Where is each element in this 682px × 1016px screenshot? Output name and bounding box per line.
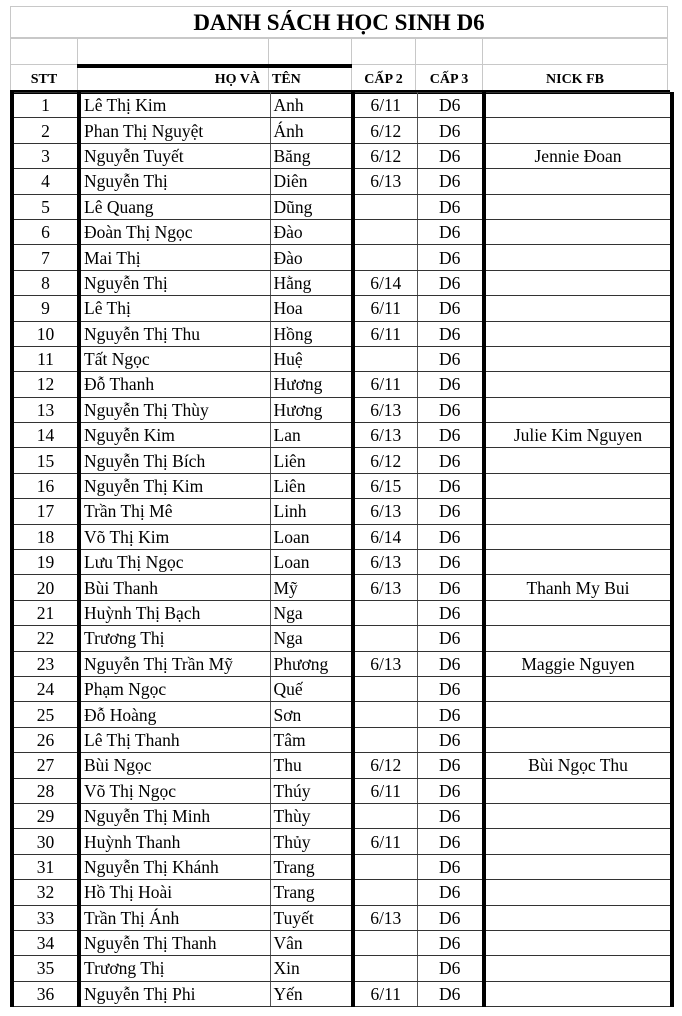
blank-cell[interactable] bbox=[268, 38, 352, 65]
blank-cell[interactable] bbox=[351, 38, 416, 65]
cell-cap3[interactable]: D6 bbox=[417, 626, 484, 651]
cell-stt[interactable]: 26 bbox=[12, 727, 79, 752]
cell-ho[interactable]: Nguyễn Kim bbox=[79, 423, 270, 448]
cell-ten[interactable]: Thu bbox=[270, 753, 353, 778]
cell-ho[interactable]: Lưu Thị Ngọc bbox=[79, 550, 270, 575]
cell-ten[interactable]: Ánh bbox=[270, 118, 353, 143]
cell-cap3[interactable]: D6 bbox=[417, 372, 484, 397]
table-row bbox=[12, 245, 672, 270]
cell-ten[interactable]: Hương bbox=[270, 397, 353, 422]
cell-ho[interactable]: Nguyễn Tuyết bbox=[79, 143, 270, 168]
cell-nick-fb[interactable] bbox=[484, 905, 672, 930]
cell-ten[interactable]: Phương bbox=[270, 651, 353, 676]
cell-ten[interactable]: Đào bbox=[270, 245, 353, 270]
cell-nick-fb[interactable] bbox=[484, 524, 672, 549]
cell-cap2[interactable]: 6/12 bbox=[353, 753, 417, 778]
cell-nick-fb[interactable] bbox=[484, 854, 672, 879]
cell-nick-fb[interactable] bbox=[484, 448, 672, 473]
cell-stt[interactable]: 33 bbox=[12, 905, 79, 930]
cell-stt[interactable]: 28 bbox=[12, 778, 79, 803]
cell-cap3[interactable]: D6 bbox=[417, 956, 484, 981]
cell-ten[interactable]: Liên bbox=[270, 448, 353, 473]
cell-nick-fb[interactable] bbox=[484, 981, 672, 1006]
cell-cap3[interactable]: D6 bbox=[417, 651, 484, 676]
cell-cap3[interactable]: D6 bbox=[417, 550, 484, 575]
cell-ten[interactable]: Tuyết bbox=[270, 905, 353, 930]
cell-cap3[interactable]: D6 bbox=[417, 270, 484, 295]
cell-nick-fb[interactable] bbox=[484, 956, 672, 981]
cell-stt[interactable]: 34 bbox=[12, 930, 79, 955]
cell-cap2[interactable]: 6/11 bbox=[353, 321, 417, 346]
blank-cell[interactable] bbox=[10, 38, 78, 65]
cell-cap2[interactable]: 6/13 bbox=[353, 499, 417, 524]
cell-ten[interactable]: Thùy bbox=[270, 803, 353, 828]
cell-ten[interactable]: Thủy bbox=[270, 829, 353, 854]
cell-ho[interactable]: Nguyễn Thị Kim bbox=[79, 473, 270, 498]
cell-ho[interactable]: Lê Thị Kim bbox=[79, 93, 270, 118]
cell-cap2[interactable]: 6/13 bbox=[353, 651, 417, 676]
cell-ho[interactable]: Phan Thị Nguyệt bbox=[79, 118, 270, 143]
cell-ten[interactable]: Dũng bbox=[270, 194, 353, 219]
cell-ho[interactable]: Nguyễn Thị Thu bbox=[79, 321, 270, 346]
table-row bbox=[12, 930, 672, 955]
cell-stt[interactable]: 16 bbox=[12, 473, 79, 498]
cell-ho[interactable]: Nguyễn Thị Trần Mỹ bbox=[79, 651, 270, 676]
cell-nick-fb[interactable] bbox=[484, 880, 672, 905]
cell-stt[interactable]: 36 bbox=[12, 981, 79, 1006]
table-row bbox=[12, 575, 672, 600]
cell-ho[interactable]: Nguyễn Thị Khánh bbox=[79, 854, 270, 879]
cell-nick-fb[interactable] bbox=[484, 296, 672, 321]
cell-stt[interactable]: 11 bbox=[12, 346, 79, 371]
cell-ho[interactable]: Nguyễn Thị Bích bbox=[79, 448, 270, 473]
cell-nick-fb[interactable] bbox=[484, 778, 672, 803]
cell-ho[interactable]: Nguyễn Thị Phi bbox=[79, 981, 270, 1006]
cell-stt[interactable]: 2 bbox=[12, 118, 79, 143]
cell-cap2[interactable]: 6/13 bbox=[353, 397, 417, 422]
cell-cap2[interactable] bbox=[353, 600, 417, 625]
cell-ten[interactable]: Diên bbox=[270, 169, 353, 194]
table-row bbox=[12, 93, 672, 118]
cell-ho[interactable]: Nguyễn Thị bbox=[79, 270, 270, 295]
cell-nick-fb[interactable] bbox=[484, 626, 672, 651]
cell-stt[interactable]: 35 bbox=[12, 956, 79, 981]
cell-ho[interactable]: Bùi Thanh bbox=[79, 575, 270, 600]
header-cap2[interactable]: CẤP 2 bbox=[351, 64, 416, 93]
cell-ho[interactable]: Trần Thị Mê bbox=[79, 499, 270, 524]
cell-nick-fb[interactable] bbox=[484, 702, 672, 727]
cell-ten[interactable]: Hằng bbox=[270, 270, 353, 295]
cell-stt[interactable]: 9 bbox=[12, 296, 79, 321]
cell-cap2[interactable]: 6/12 bbox=[353, 118, 417, 143]
cell-cap3[interactable]: D6 bbox=[417, 143, 484, 168]
cell-ten[interactable]: Huệ bbox=[270, 346, 353, 371]
cell-stt[interactable]: 4 bbox=[12, 169, 79, 194]
cell-cap2[interactable] bbox=[353, 930, 417, 955]
table-row bbox=[12, 423, 672, 448]
table-row bbox=[12, 448, 672, 473]
cell-cap2[interactable]: 6/11 bbox=[353, 778, 417, 803]
header-thick-border bbox=[77, 64, 352, 68]
cell-cap2[interactable]: 6/13 bbox=[353, 169, 417, 194]
cell-cap2[interactable]: 6/13 bbox=[353, 423, 417, 448]
cell-cap2[interactable]: 6/11 bbox=[353, 93, 417, 118]
cell-cap3[interactable]: D6 bbox=[417, 346, 484, 371]
cell-ho[interactable]: Trương Thị bbox=[79, 956, 270, 981]
cell-cap3[interactable]: D6 bbox=[417, 93, 484, 118]
table-row bbox=[12, 753, 672, 778]
cell-nick-fb[interactable] bbox=[484, 930, 672, 955]
cell-cap3[interactable]: D6 bbox=[417, 930, 484, 955]
cell-stt[interactable]: 29 bbox=[12, 803, 79, 828]
table-row bbox=[12, 600, 672, 625]
table-row bbox=[12, 499, 672, 524]
table-row bbox=[12, 169, 672, 194]
table-row bbox=[12, 778, 672, 803]
cell-ten[interactable]: Thúy bbox=[270, 778, 353, 803]
cell-cap2[interactable]: 6/12 bbox=[353, 143, 417, 168]
cell-nick-fb[interactable] bbox=[484, 93, 672, 118]
cell-nick-fb[interactable]: Maggie Nguyen bbox=[484, 651, 672, 676]
cell-cap3[interactable]: D6 bbox=[417, 169, 484, 194]
table-row bbox=[12, 270, 672, 295]
cell-stt[interactable]: 31 bbox=[12, 854, 79, 879]
cell-nick-fb[interactable] bbox=[484, 600, 672, 625]
table-row bbox=[12, 194, 672, 219]
table-row bbox=[12, 296, 672, 321]
cell-ho[interactable]: Trương Thị bbox=[79, 626, 270, 651]
header-ho-va[interactable]: HỌ VÀ bbox=[77, 64, 269, 93]
header-nick-fb[interactable]: NICK FB bbox=[482, 64, 668, 93]
cell-cap2[interactable] bbox=[353, 880, 417, 905]
cell-nick-fb[interactable] bbox=[484, 397, 672, 422]
cell-ho[interactable]: Lê Thị Thanh bbox=[79, 727, 270, 752]
cell-stt[interactable]: 18 bbox=[12, 524, 79, 549]
cell-ten[interactable]: Hương bbox=[270, 372, 353, 397]
cell-ten[interactable]: Xin bbox=[270, 956, 353, 981]
cell-ten[interactable]: Anh bbox=[270, 93, 353, 118]
cell-ten[interactable]: Loan bbox=[270, 524, 353, 549]
cell-cap3[interactable]: D6 bbox=[417, 854, 484, 879]
cell-cap3[interactable]: D6 bbox=[417, 448, 484, 473]
table-row bbox=[12, 550, 672, 575]
cell-ho[interactable]: Nguyễn Thị Minh bbox=[79, 803, 270, 828]
header-ten[interactable]: TÊN bbox=[268, 64, 352, 93]
cell-nick-fb[interactable] bbox=[484, 829, 672, 854]
cell-ten[interactable]: Nga bbox=[270, 626, 353, 651]
cell-stt[interactable]: 32 bbox=[12, 880, 79, 905]
cell-cap2[interactable] bbox=[353, 194, 417, 219]
cell-stt[interactable]: 1 bbox=[12, 93, 79, 118]
cell-cap2[interactable]: 6/13 bbox=[353, 575, 417, 600]
table-row bbox=[12, 372, 672, 397]
cell-nick-fb[interactable]: Bùi Ngọc Thu bbox=[484, 753, 672, 778]
table-row bbox=[12, 981, 672, 1006]
cell-ho[interactable]: Huỳnh Thanh bbox=[79, 829, 270, 854]
cell-ho[interactable]: Huỳnh Thị Bạch bbox=[79, 600, 270, 625]
header-stt[interactable]: STT bbox=[10, 64, 78, 93]
cell-cap3[interactable]: D6 bbox=[417, 753, 484, 778]
table-row bbox=[12, 905, 672, 930]
cell-ho[interactable]: Võ Thị Kim bbox=[79, 524, 270, 549]
cell-ho[interactable]: Tất Ngọc bbox=[79, 346, 270, 371]
cell-cap2[interactable]: 6/14 bbox=[353, 524, 417, 549]
cell-ten[interactable]: Tâm bbox=[270, 727, 353, 752]
cell-stt[interactable]: 5 bbox=[12, 194, 79, 219]
cell-cap2[interactable]: 6/11 bbox=[353, 296, 417, 321]
blank-cell[interactable] bbox=[77, 38, 269, 65]
cell-stt[interactable]: 25 bbox=[12, 702, 79, 727]
blank-cell[interactable] bbox=[482, 38, 668, 65]
cell-stt[interactable]: 21 bbox=[12, 600, 79, 625]
cell-stt[interactable]: 3 bbox=[12, 143, 79, 168]
cell-cap3[interactable]: D6 bbox=[417, 778, 484, 803]
cell-cap3[interactable]: D6 bbox=[417, 219, 484, 244]
cell-cap2[interactable]: 6/13 bbox=[353, 905, 417, 930]
cell-nick-fb[interactable] bbox=[484, 803, 672, 828]
cell-cap2[interactable] bbox=[353, 854, 417, 879]
cell-ten[interactable]: Yến bbox=[270, 981, 353, 1006]
cell-cap3[interactable]: D6 bbox=[417, 600, 484, 625]
table-row bbox=[12, 676, 672, 701]
cell-stt[interactable]: 22 bbox=[12, 626, 79, 651]
header-cap3[interactable]: CẤP 3 bbox=[415, 64, 483, 93]
cell-stt[interactable]: 20 bbox=[12, 575, 79, 600]
cell-cap3[interactable]: D6 bbox=[417, 118, 484, 143]
cell-ho[interactable]: Trần Thị Ánh bbox=[79, 905, 270, 930]
cell-ten[interactable]: Băng bbox=[270, 143, 353, 168]
cell-cap3[interactable]: D6 bbox=[417, 473, 484, 498]
cell-nick-fb[interactable] bbox=[484, 169, 672, 194]
cell-ten[interactable]: Lan bbox=[270, 423, 353, 448]
cell-cap3[interactable]: D6 bbox=[417, 575, 484, 600]
cell-nick-fb[interactable] bbox=[484, 219, 672, 244]
table-row bbox=[12, 143, 672, 168]
cell-cap3[interactable]: D6 bbox=[417, 321, 484, 346]
cell-ten[interactable]: Sơn bbox=[270, 702, 353, 727]
cell-nick-fb[interactable] bbox=[484, 346, 672, 371]
cell-stt[interactable]: 27 bbox=[12, 753, 79, 778]
table-row bbox=[12, 626, 672, 651]
cell-ten[interactable]: Liên bbox=[270, 473, 353, 498]
cell-cap2[interactable] bbox=[353, 727, 417, 752]
cell-stt[interactable]: 19 bbox=[12, 550, 79, 575]
cell-cap2[interactable] bbox=[353, 245, 417, 270]
cell-ho[interactable]: Mai Thị bbox=[79, 245, 270, 270]
table-row bbox=[12, 219, 672, 244]
cell-stt[interactable]: 7 bbox=[12, 245, 79, 270]
blank-row bbox=[10, 38, 668, 65]
cell-cap3[interactable]: D6 bbox=[417, 702, 484, 727]
cell-ho[interactable]: Đoàn Thị Ngọc bbox=[79, 219, 270, 244]
cell-ho[interactable]: Nguyễn Thị bbox=[79, 169, 270, 194]
cell-ten[interactable]: Vân bbox=[270, 930, 353, 955]
cell-stt[interactable]: 30 bbox=[12, 829, 79, 854]
cell-cap2[interactable] bbox=[353, 346, 417, 371]
cell-cap2[interactable]: 6/12 bbox=[353, 448, 417, 473]
cell-stt[interactable]: 23 bbox=[12, 651, 79, 676]
cell-nick-fb[interactable] bbox=[484, 270, 672, 295]
cell-ho[interactable]: Lê Thị bbox=[79, 296, 270, 321]
cell-ho[interactable]: Nguyễn Thị Thanh bbox=[79, 930, 270, 955]
table-row bbox=[12, 727, 672, 752]
cell-nick-fb[interactable] bbox=[484, 473, 672, 498]
cell-nick-fb[interactable] bbox=[484, 676, 672, 701]
cell-ten[interactable]: Hồng bbox=[270, 321, 353, 346]
cell-cap3[interactable]: D6 bbox=[417, 981, 484, 1006]
cell-ho[interactable]: Bùi Ngọc bbox=[79, 753, 270, 778]
cell-nick-fb[interactable]: Julie Kim Nguyen bbox=[484, 423, 672, 448]
cell-cap2[interactable]: 6/11 bbox=[353, 372, 417, 397]
cell-stt[interactable]: 15 bbox=[12, 448, 79, 473]
cell-ho[interactable]: Lê Quang bbox=[79, 194, 270, 219]
cell-cap2[interactable] bbox=[353, 626, 417, 651]
cell-cap3[interactable]: D6 bbox=[417, 905, 484, 930]
cell-cap2[interactable] bbox=[353, 956, 417, 981]
cell-cap3[interactable]: D6 bbox=[417, 524, 484, 549]
cell-cap2[interactable] bbox=[353, 803, 417, 828]
cell-ten[interactable]: Mỹ bbox=[270, 575, 353, 600]
cell-nick-fb[interactable] bbox=[484, 550, 672, 575]
cell-nick-fb[interactable] bbox=[484, 321, 672, 346]
cell-cap2[interactable]: 6/11 bbox=[353, 829, 417, 854]
cell-cap2[interactable]: 6/11 bbox=[353, 981, 417, 1006]
cell-cap2[interactable] bbox=[353, 219, 417, 244]
table-row bbox=[12, 397, 672, 422]
cell-cap3[interactable]: D6 bbox=[417, 245, 484, 270]
cell-nick-fb[interactable]: Jennie Đoan bbox=[484, 143, 672, 168]
cell-cap2[interactable]: 6/14 bbox=[353, 270, 417, 295]
cell-cap3[interactable]: D6 bbox=[417, 803, 484, 828]
cell-nick-fb[interactable] bbox=[484, 499, 672, 524]
cell-cap3[interactable]: D6 bbox=[417, 676, 484, 701]
table-row bbox=[12, 524, 672, 549]
cell-cap3[interactable]: D6 bbox=[417, 829, 484, 854]
cell-ho[interactable]: Võ Thị Ngọc bbox=[79, 778, 270, 803]
cell-stt[interactable]: 24 bbox=[12, 676, 79, 701]
cell-ho[interactable]: Nguyễn Thị Thùy bbox=[79, 397, 270, 422]
table-row bbox=[12, 854, 672, 879]
cell-stt[interactable]: 6 bbox=[12, 219, 79, 244]
cell-ten[interactable]: Trang bbox=[270, 854, 353, 879]
cell-ten[interactable]: Loan bbox=[270, 550, 353, 575]
cell-nick-fb[interactable] bbox=[484, 118, 672, 143]
sheet-title: DANH SÁCH HỌC SINH D6 bbox=[10, 6, 668, 38]
cell-cap2[interactable]: 6/15 bbox=[353, 473, 417, 498]
table-row bbox=[12, 118, 672, 143]
table-row bbox=[12, 321, 672, 346]
cell-nick-fb[interactable] bbox=[484, 372, 672, 397]
cell-stt[interactable]: 17 bbox=[12, 499, 79, 524]
cell-stt[interactable]: 13 bbox=[12, 397, 79, 422]
cell-nick-fb[interactable]: Thanh My Bui bbox=[484, 575, 672, 600]
cell-nick-fb[interactable] bbox=[484, 245, 672, 270]
table-row bbox=[12, 829, 672, 854]
cell-ho[interactable]: Đỗ Hoàng bbox=[79, 702, 270, 727]
table-row bbox=[12, 473, 672, 498]
cell-nick-fb[interactable] bbox=[484, 727, 672, 752]
cell-cap3[interactable]: D6 bbox=[417, 397, 484, 422]
cell-ten[interactable]: Hoa bbox=[270, 296, 353, 321]
cell-cap3[interactable]: D6 bbox=[417, 423, 484, 448]
cell-stt[interactable]: 12 bbox=[12, 372, 79, 397]
cell-cap3[interactable]: D6 bbox=[417, 499, 484, 524]
cell-ho[interactable]: Đỗ Thanh bbox=[79, 372, 270, 397]
cell-ten[interactable]: Đào bbox=[270, 219, 353, 244]
cell-cap3[interactable]: D6 bbox=[417, 880, 484, 905]
cell-ten[interactable]: Trang bbox=[270, 880, 353, 905]
table-row bbox=[12, 956, 672, 981]
cell-ho[interactable]: Hồ Thị Hoài bbox=[79, 880, 270, 905]
table-row bbox=[12, 880, 672, 905]
cell-cap3[interactable]: D6 bbox=[417, 727, 484, 752]
student-table bbox=[10, 92, 674, 1007]
table-row bbox=[12, 346, 672, 371]
cell-cap3[interactable]: D6 bbox=[417, 296, 484, 321]
table-row bbox=[12, 651, 672, 676]
cell-stt[interactable]: 8 bbox=[12, 270, 79, 295]
cell-stt[interactable]: 10 bbox=[12, 321, 79, 346]
table-row bbox=[12, 803, 672, 828]
cell-ten[interactable]: Nga bbox=[270, 600, 353, 625]
cell-ten[interactable]: Quế bbox=[270, 676, 353, 701]
cell-ten[interactable]: Linh bbox=[270, 499, 353, 524]
cell-cap2[interactable]: 6/13 bbox=[353, 550, 417, 575]
cell-cap2[interactable] bbox=[353, 702, 417, 727]
cell-cap3[interactable]: D6 bbox=[417, 194, 484, 219]
cell-ho[interactable]: Phạm Ngọc bbox=[79, 676, 270, 701]
cell-nick-fb[interactable] bbox=[484, 194, 672, 219]
cell-cap2[interactable] bbox=[353, 676, 417, 701]
table-row bbox=[12, 702, 672, 727]
blank-cell[interactable] bbox=[415, 38, 483, 65]
cell-stt[interactable]: 14 bbox=[12, 423, 79, 448]
